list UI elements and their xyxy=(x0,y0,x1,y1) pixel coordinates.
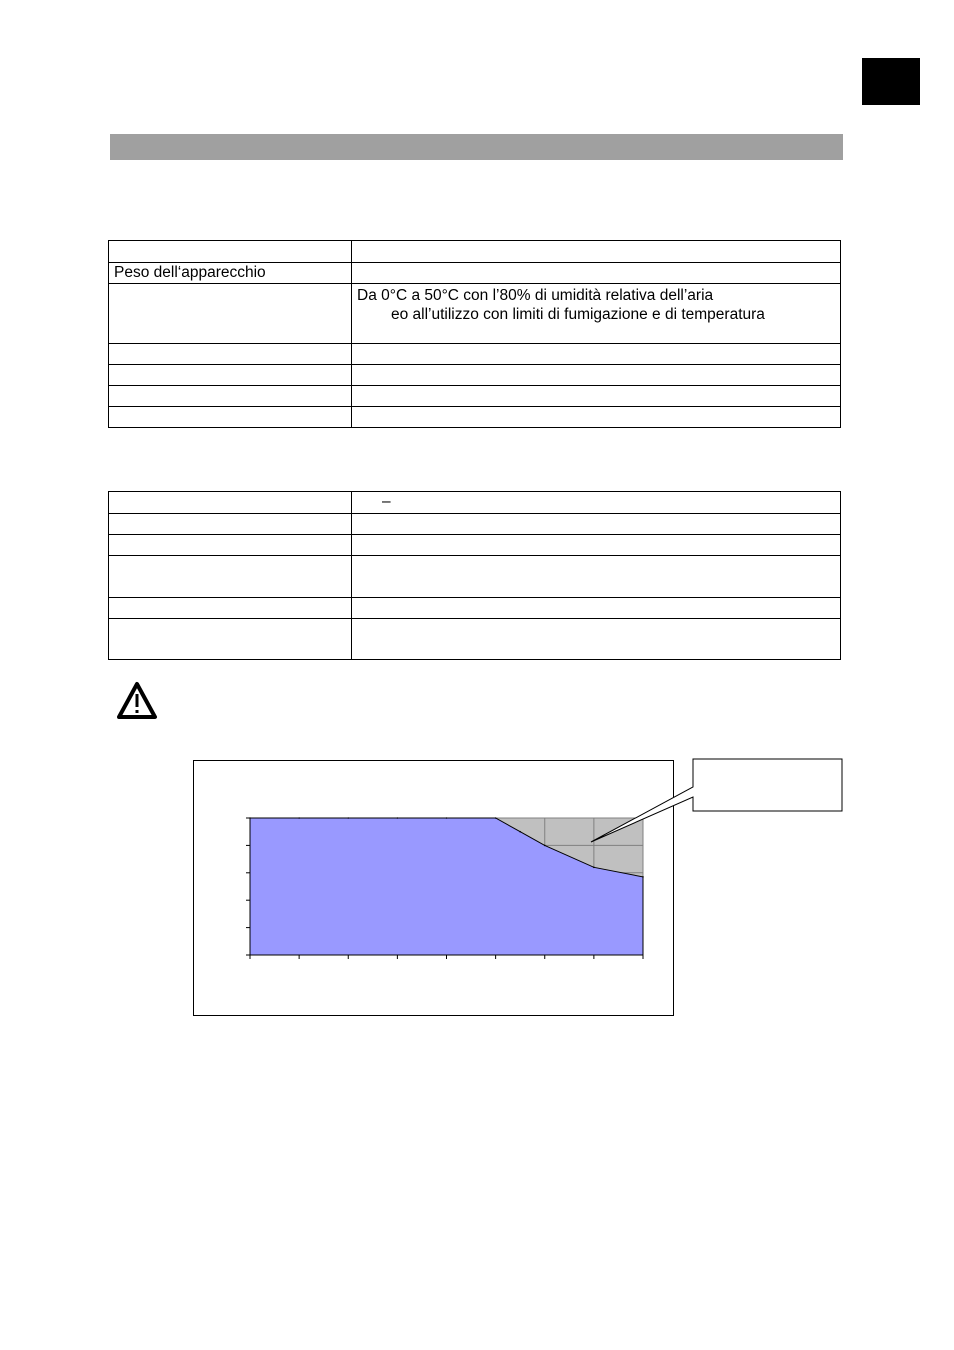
table-row xyxy=(109,556,841,598)
table-row xyxy=(109,386,841,407)
table-row xyxy=(109,492,841,514)
table-cell-value: – xyxy=(352,492,841,514)
table-cell-value xyxy=(352,386,841,407)
table-row xyxy=(109,365,841,386)
table-row xyxy=(109,514,841,535)
table-cell-label xyxy=(109,556,352,598)
warning-triangle-icon xyxy=(116,681,158,721)
table-cell-label xyxy=(109,284,352,344)
chapter-tab-marker xyxy=(862,58,920,105)
chart-data-point xyxy=(446,817,448,819)
chart-data-point xyxy=(347,817,349,819)
table-row xyxy=(109,598,841,619)
table-cell-label: Peso dell‘apparecchio xyxy=(109,263,352,284)
chart-data-point xyxy=(397,817,399,819)
table-cell-value xyxy=(352,619,841,660)
table-row xyxy=(109,535,841,556)
table-cell-value xyxy=(352,365,841,386)
table-cell-value xyxy=(352,284,841,344)
callout-box xyxy=(591,759,842,842)
table-row xyxy=(109,284,841,344)
table-cell-label xyxy=(109,619,352,660)
table-cell-label xyxy=(109,344,352,365)
table-cell-label xyxy=(109,365,352,386)
table-row xyxy=(109,619,841,660)
chart-data-point xyxy=(642,876,644,878)
table-row xyxy=(109,407,841,428)
specifications-table-1 xyxy=(108,240,841,428)
table-cell-label xyxy=(109,514,352,535)
operating-conditions-line-1: Da 0°C a 50°C con l’80% di umidità relativa dell’aria xyxy=(357,287,714,304)
table-row xyxy=(109,344,841,365)
table-cell-label xyxy=(109,241,352,263)
chart-data-point xyxy=(519,831,521,833)
table-cell-value xyxy=(352,263,841,284)
table-cell-label xyxy=(109,535,352,556)
table-row xyxy=(109,263,841,284)
table-cell-value xyxy=(352,535,841,556)
operating-conditions-line-2: eo all’utilizzo con limiti di fumigazione e di temperatura xyxy=(391,306,765,323)
table-row xyxy=(109,241,841,263)
table-cell-label xyxy=(109,492,352,514)
table-cell-value xyxy=(352,514,841,535)
chart-data-point xyxy=(544,845,546,847)
table-cell-value xyxy=(352,344,841,365)
table-cell-label xyxy=(109,407,352,428)
specifications-table-2 xyxy=(108,491,841,660)
table-cell-label xyxy=(109,386,352,407)
table-cell-value xyxy=(352,241,841,263)
chart-data-point xyxy=(495,817,497,819)
table-cell-value xyxy=(352,556,841,598)
table-cell-label xyxy=(109,598,352,619)
chart-data-point xyxy=(593,867,595,869)
chart-data-point xyxy=(298,817,300,819)
section-header-bar xyxy=(110,134,843,160)
table-cell-value xyxy=(352,598,841,619)
chart-callout xyxy=(580,755,850,855)
table-cell-value xyxy=(352,407,841,428)
